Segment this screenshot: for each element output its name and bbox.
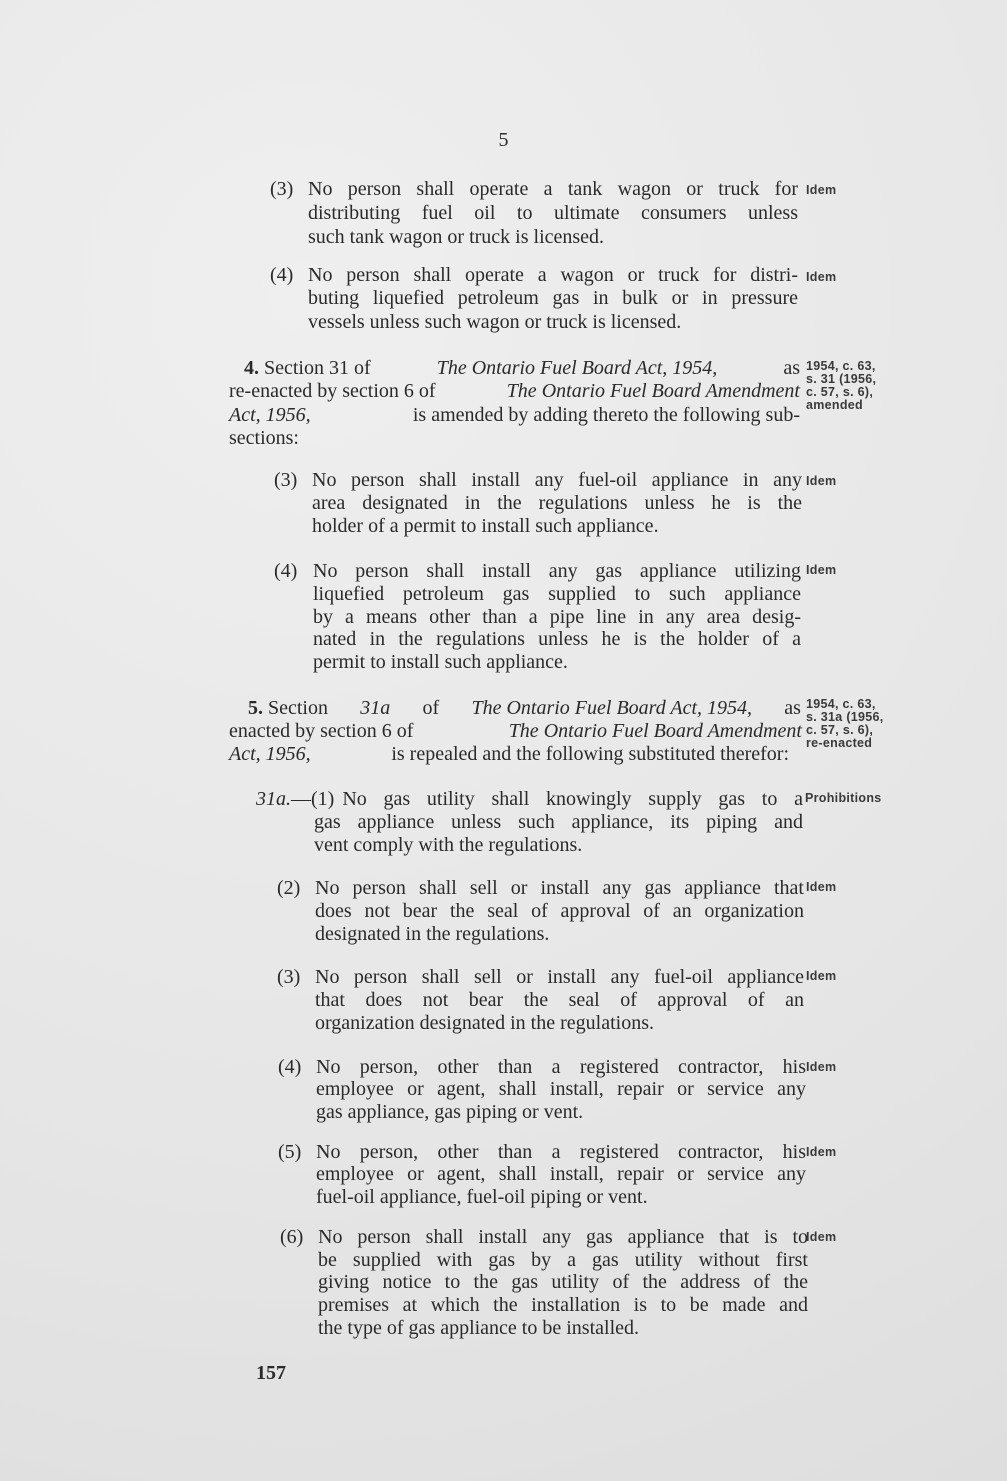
text-line: the type of gas appliance to be installed. bbox=[318, 1317, 640, 1339]
subsection-number: (5) bbox=[278, 1141, 302, 1163]
text-span: is amended by adding thereto the following sub- bbox=[412, 404, 800, 426]
text-line: employee or agent, shall install, repair or service any bbox=[316, 1078, 806, 1100]
margin-note-line: 1954, c. 63, bbox=[806, 359, 876, 373]
text-line: employee or agent, shall install, repair or service any bbox=[316, 1163, 806, 1185]
text-line: such tank wagon or truck is licensed. bbox=[308, 226, 605, 248]
margin-note-line: c. 57, s. 6), bbox=[806, 723, 874, 737]
text-line: giving notice to the gas utility of the address of the bbox=[318, 1271, 808, 1293]
page-number: 5 bbox=[498, 129, 509, 151]
footer-number: 157 bbox=[256, 1362, 286, 1384]
margin-note: Idem bbox=[806, 1230, 837, 1244]
text-line: buting liquefied petroleum gas in bulk or in pressure bbox=[308, 287, 798, 309]
text-line: No person shall install any gas appliance utilizing bbox=[313, 560, 801, 582]
margin-note bbox=[806, 698, 884, 750]
margin-note: Idem bbox=[806, 880, 837, 894]
margin-note: Idem bbox=[806, 1060, 837, 1074]
text-line bbox=[229, 720, 802, 743]
text-line: premises at which the installation is to be made and bbox=[318, 1294, 808, 1316]
subsection-number: (4) bbox=[270, 264, 294, 286]
text-span: re-enacted by section 6 of bbox=[229, 380, 436, 402]
subsection-number: (6) bbox=[280, 1226, 304, 1248]
text-line: No person shall operate a wagon or truck for distri- bbox=[308, 264, 798, 286]
section-ref: 31a bbox=[360, 697, 391, 719]
text-line: liquefied petroleum gas supplied to such appliance bbox=[313, 583, 801, 605]
text-span: Section 31 of bbox=[264, 357, 371, 379]
text-span: Section bbox=[268, 697, 328, 719]
act-title: Act, 1956, bbox=[229, 743, 311, 765]
text-line bbox=[244, 357, 800, 380]
margin-note: Idem bbox=[806, 969, 837, 983]
text-line: organization designated in the regulations. bbox=[315, 1012, 654, 1034]
text-line: No person shall sell or install any fuel-oil appliance bbox=[315, 966, 804, 988]
text-line: No person shall operate a tank wagon or truck for bbox=[308, 178, 798, 200]
text-line: area designated in the regulations unless he is the bbox=[312, 492, 802, 514]
subsection-number: (2) bbox=[277, 877, 301, 899]
text-line: nated in the regulations unless he is the holder of a bbox=[313, 628, 801, 650]
text-line: No person, other than a registered contractor, his bbox=[316, 1141, 806, 1163]
text-line bbox=[229, 404, 800, 427]
act-title: Act, 1956, bbox=[229, 404, 311, 426]
margin-note: Idem bbox=[806, 1145, 837, 1159]
text-span: as bbox=[783, 357, 800, 379]
margin-note-line: s. 31a (1956, bbox=[806, 710, 884, 724]
text-line bbox=[256, 788, 803, 811]
margin-note bbox=[806, 360, 876, 412]
text-span: is repealed and the following substituted therefor: bbox=[391, 743, 789, 765]
act-title: The Ontario Fuel Board Act, 1954, bbox=[471, 697, 753, 719]
subsection-number: (3) bbox=[270, 178, 294, 200]
act-title: The Ontario Fuel Board Act, 1954, bbox=[436, 357, 718, 379]
act-title: The Ontario Fuel Board Amendment bbox=[508, 720, 802, 742]
subsection-number: —(1) bbox=[291, 788, 335, 810]
margin-note-line: s. 31 (1956, bbox=[806, 372, 877, 386]
subsection-number: (3) bbox=[274, 469, 298, 491]
text-line: fuel-oil appliance, fuel-oil piping or vent. bbox=[316, 1186, 648, 1208]
margin-note: Prohibitions bbox=[805, 791, 882, 805]
text-line: No person shall sell or install any gas appliance that bbox=[315, 877, 804, 899]
margin-note-line: c. 57, s. 6), bbox=[806, 385, 874, 399]
text-line: designated in the regulations. bbox=[315, 923, 550, 945]
text-line bbox=[248, 697, 801, 720]
text-line: No person shall install any fuel-oil appliance in any bbox=[312, 469, 802, 491]
text-line: vessels unless such wagon or truck is licensed. bbox=[308, 311, 682, 333]
text-line: No person, other than a registered contractor, his bbox=[316, 1056, 806, 1078]
margin-note: Idem bbox=[806, 563, 837, 577]
text-line: by a means other than a pipe line in any area desig- bbox=[313, 606, 801, 628]
margin-note-line: amended bbox=[806, 398, 863, 412]
text-span: enacted by section 6 of bbox=[229, 720, 414, 742]
text-span: No gas utility shall knowingly supply gas to a bbox=[342, 788, 803, 810]
text-line: No person shall install any gas appliance that is to bbox=[318, 1226, 808, 1248]
text-line: gas appliance, gas piping or vent. bbox=[316, 1101, 584, 1123]
text-line: holder of a permit to install such appliance. bbox=[312, 515, 659, 537]
text-line bbox=[229, 743, 789, 766]
text-span: of bbox=[422, 697, 440, 719]
margin-note-line: re-enacted bbox=[806, 736, 873, 750]
text-line: does not bear the seal of approval of an organization bbox=[315, 900, 804, 922]
margin-note: Idem bbox=[806, 183, 837, 197]
text-line: vent comply with the regulations. bbox=[314, 834, 583, 856]
text-line: gas appliance unless such appliance, its piping and bbox=[314, 811, 803, 833]
text-line: distributing fuel oil to ultimate consumers unless bbox=[308, 202, 798, 224]
section-number: 5. bbox=[248, 697, 263, 719]
margin-note: Idem bbox=[806, 270, 837, 284]
subsection-number: (4) bbox=[278, 1056, 302, 1078]
subsection-number: (3) bbox=[277, 966, 301, 988]
margin-note: Idem bbox=[806, 474, 837, 488]
text-line bbox=[229, 380, 800, 403]
margin-note-line: 1954, c. 63, bbox=[806, 697, 876, 711]
text-line: that does not bear the seal of approval of an bbox=[315, 989, 804, 1011]
text-line: permit to install such appliance. bbox=[313, 651, 568, 673]
text-line: be supplied with gas by a gas utility without first bbox=[318, 1249, 808, 1271]
section-number: 4. bbox=[244, 357, 259, 379]
text-span: as bbox=[784, 697, 801, 719]
section-ref: 31a. bbox=[256, 788, 291, 810]
text-line: sections: bbox=[229, 427, 299, 449]
act-title: The Ontario Fuel Board Amendment bbox=[506, 380, 800, 402]
subsection-number: (4) bbox=[274, 560, 298, 582]
